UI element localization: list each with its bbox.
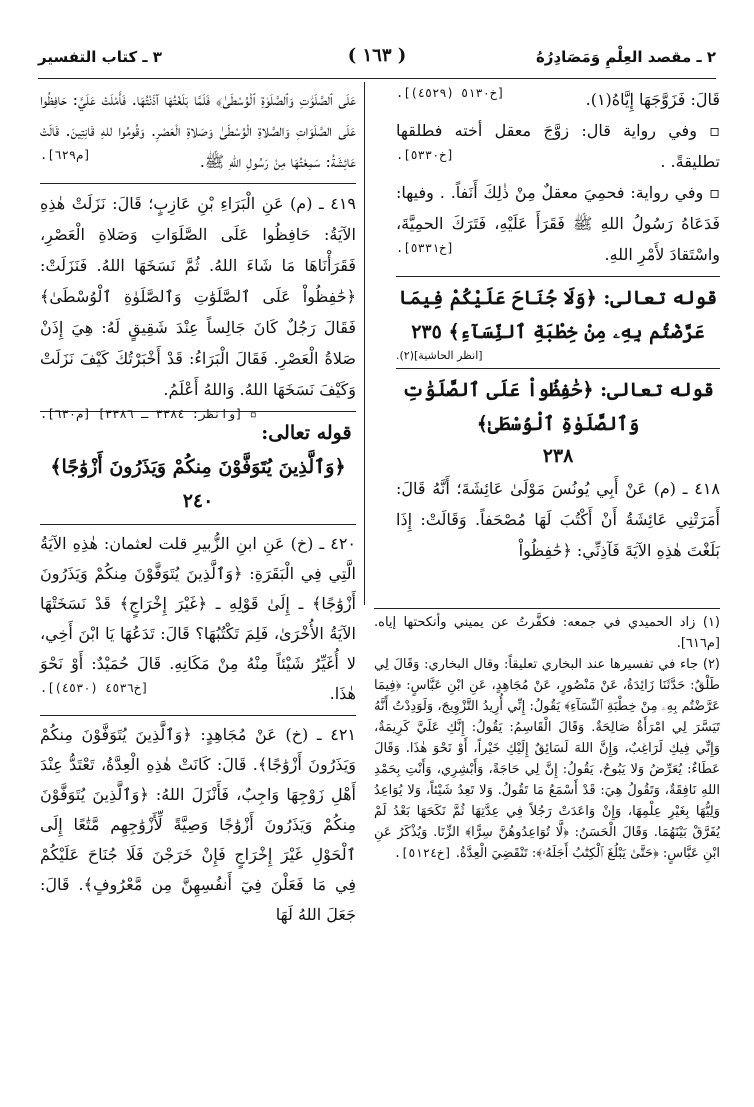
footnote-2 <box>374 654 720 864</box>
footnote-marker: (١) <box>702 615 720 630</box>
header-chapter: ٢ ـ مقصد العِلْمِ وَمَصَادِرُهُ <box>535 48 716 66</box>
reference: [م٦٢٩]. <box>40 148 91 162</box>
paragraph-text: قَالَ: فَزَوَّجَهَا إِيَّاهُ(١). <box>585 90 720 109</box>
section-divider <box>40 524 356 525</box>
section-divider <box>40 715 356 716</box>
footnote-marker: (٢) <box>702 657 720 672</box>
reference: [خ٥١٣٠ (٤٥٢٩)]. <box>396 86 505 100</box>
footnote-1 <box>374 612 720 654</box>
footnote-text: جاء في تفسيرها عند البخاري تعليقاً: وقال البخاري: وَقَالَ لِي طَلْقٌ: حَدَّثَنَا زَائِدَةُ، عَنْ مَنْصُورٍ، عَنْ مُجَاهِدٍ، عَنِ ابْنِ عَبَّاسٍ: ﴿فِيمَا عَرَّضْتُم بِهِۦ مِنْ خِطْبَةِ ٱلنِّسَآءِ﴾ يَقُولُ: إِنِّي أُرِيدُ التَّزْوِيجَ، وَلَوَدِدْتُ أَنَّهُ تَيَسَّرَ لِي امْرَأَةٌ صَالِحَةٌ. وَقَالَ الْقَاسِمُ: يَقُولُ: إِنَّكِ عَلَيَّ كَرِيمَةٌ، وَإِنِّي فِيكِ لَرَاغِبٌ، وَإِنَّ اللهَ لَسَائِقٌ إِلَيْكِ خَيْراً، أَوْ نَحْوَ هٰذَا. وَقَالَ عَطَاءٌ: يُعَرِّضُ وَلا يَبُوحُ، يَقُولُ: إِنَّ لِي حَاجَةً، وَأَبْشِرِي، وَأَنْتِ بِحَمْدِ اللهِ نَافِقَةٌ، وَتَقُولُ هِيَ: قَدْ أَسْمَعُ مَا تَقُولُ. وَلا تَعِدُ شَيْئاً، وَلا يُوَاعِدُ وَلِيُّهَا بِغَيْرِ عِلْمِهَا، وَإِنْ وَاعَدَتْ رَجُلاً فِي عِدَّتِهَا ثُمَّ نَكَحَهَا بَعْدُ لَمْ يُفَرَّقْ بَيْنَهُمَا. وَقَالَ الْحَسَنُ: ﴿لَّا تُوَاعِدُوهُنَّ سِرًّا﴾ الزِّنَا. وَيُذْكَرُ عَنِ ابْنِ عَبَّاسٍ: ﴿حَتَّىٰ يَبْلُغَ ٱلْكِتَٰبُ أَجَلَهُۥ﴾: تَنْقَضِيَ الْعِدَّةُ. <box>374 657 720 861</box>
section-divider <box>396 368 720 369</box>
section-divider <box>396 276 720 277</box>
reference: [خ٥٣٣٠]. <box>396 148 454 162</box>
narration-variant-2 <box>396 177 720 270</box>
hadith-418: ٤١٨ ـ (م) عَنْ أَبِي يُونُسَ مَوْلَىٰ عَائِشَةَ؛ أَنَّهُ قَالَ: أَمَرَتْنِي عَائِشَةُ أَنْ أَكْتُبَ لَهَا مُصْحَفاً. وَقَالَتْ: إِذَا بَلَغْتَ هٰذِهِ الآيَةَ فَآذِنِّي: ﴿حَٰفِظُواْ <box>396 479 720 560</box>
verse-number: ٢٣٨ <box>542 445 574 467</box>
section-heading-240: قوله تعالى: ﴿وَٱلَّذِينَ يُتَوَفَّوْنَ مِنكُمْ وَيَذَرُونَ أَزْوَٰجًا﴾ ٢٤٠ <box>50 422 352 512</box>
see-footnote-note: [انظر الحاشية](٢). <box>396 349 483 362</box>
hadith-420 <box>40 529 356 709</box>
hadith-419 <box>40 188 356 421</box>
reference: [خ٤٥٣٦ (٤٥٣٠)]. <box>40 681 149 695</box>
left-column <box>40 84 356 930</box>
hadith-421: ٤٢١ ـ (خ) عَنْ مُجَاهِدٍ: ﴿وَٱلَّذِينَ يُتَوَفَّوْنَ مِنكُمْ وَيَذَرُونَ أَزْوَٰجًا﴾. قَالَ: كَانَتْ هٰذِهِ الْعِدَّةُ، تَعْتَدُّ عِنْدَ أَهْلِ زَوْجِهَا وَاجِبٌ، فَأَنْزَلَ اللهُ: ﴿وَٱلَّذِينَ يُتَوَفَّوْنَ مِنكُمْ وَيَذَرُونَ أَزْوَٰجًا وَصِيَّةً لِّأَزْوَٰجِهِم مَّتَٰعًا إِلَى ٱلْحَوْلِ غَيْرَ إِخْرَاجٍ فَإِنْ خَرَجْنَ فَلَا جُنَاحَ عَلَيْكُمْ فِي مَا فَعَلْنَ فِيٓ أَنفُسِهِنَّ مِن مَّعْرُوفٍ﴾. قَالَ: جَعَلَ اللهُ لَهَا <box>40 725 356 924</box>
footnotes <box>374 612 720 864</box>
page-number: ( ١٦٣ ) <box>347 45 407 66</box>
section-divider <box>40 183 356 184</box>
paragraph-text: ▫ وفي رواية: فحمِيَ معقلٌ مِنْ ذٰلِكَ أَنَفاً. . وفيها: فَدَعَاهُ رَسُولُ اللهِ ﷺ فَقَرَأَ عَلَيْهِ، فَتَرَكَ الحمِيَّةَ، واسْتَقادَ لأَمْرِ اللهِ. <box>396 183 720 264</box>
narration-variant-1 <box>396 115 720 177</box>
hadith-continuation <box>396 84 720 115</box>
page-header <box>38 45 716 72</box>
reference: [خ٥١٢٤]. <box>393 846 452 860</box>
section-heading-238: قوله تعالى: ﴿حَٰفِظُواْ عَلَى ٱلصَّلَوَٰتِ وَٱلصَّلَوٰةِ ٱلْوُسْطَىٰ﴾ <box>402 379 714 435</box>
footnote-text: زاد الحميدي في جمعه: فكفَّرتُ عن يميني وأنكحتها إياه. [م٦١٦]. <box>374 615 720 651</box>
reference: [خ٥٣٣١]. <box>396 241 454 255</box>
footnotes-rule <box>374 608 720 609</box>
paragraph-text: ▫ وفي رواية قال: زوَّجَ معقل أخته فطلقها تطليقةً. . <box>396 121 720 171</box>
header-book-title: ٣ ـ كتاب التفسير <box>38 48 162 66</box>
section-heading-235: قوله تعالى: ﴿وَلَا جُنَاحَ عَلَيْكُمْ فِيمَا عَرَّضْتُم بِهِۦ مِنْ خِطْبَةِ ٱلنِّسَآءِ﴾ ٢٣٥ <box>398 287 718 343</box>
right-column <box>396 84 720 566</box>
paragraph-text: ٤١٩ ـ (م) عَنِ الْبَرَاءِ بْنِ عَازِبٍ؛ قَالَ: نَزَلَتْ هٰذِهِ الآيَةُ: حَافِظُوا عَلَى الصَّلَوَاتِ وَصَلاةِ الْعَصْرِ، فَقَرَأْنَاهَا مَا شَاءَ اللهُ. ثُمَّ نَسَخَهَا اللهُ. فَنَزَلَتْ: ﴿حَٰفِظُواْ عَلَى ٱلصَّلَوَٰتِ وَٱلصَّلَوٰةِ ٱلْوُسْطَىٰ﴾ فَقَالَ رَجُلٌ كَانَ جَالِساً عِنْدَ شَقِيقٍ لَهُ: هِيَ إِذَنْ صَلاةُ الْعَصْرِ. فَقَالَ الْبَرَاءُ: قَدْ أَخْبَرْتُكَ كَيْفَ نَزَلَتْ وَكَيْفَ نَسَخَهَا اللهُ. وَاللهُ أَعْلَمُ. <box>40 194 356 399</box>
paragraph-text: ٤٢٠ ـ (خ) عَنِ ابنِ الزُّبيرِ قلت لعثمان: هٰذِهِ الآيَةُ الَّتِي فِي الْبَقَرَةِ: ﴿وَٱلَّذِينَ يُتَوَفَّوْنَ مِنكُمْ وَيَذَرُونَ أَزْوَٰجًا﴾ ـ إِلَىٰ قَوْلِهِ ـ ﴿غَيْرَ إِخْرَاجٍ﴾ قَدْ نَسَخَتْهَا الآيَةُ الأُخْرَىٰ، فَلِمَ تَكْتُبُهَا؟ قَالَ: تَدَعُهَا يَا ابْنَ أَخِي، لا أُغَيِّرُ شَيْئاً مِنْهُ مِنْ مَكَانِهِ. قَالَ حُمَيْدٌ: أَوْ نَحْوَ هٰذَا. <box>40 534 356 703</box>
column-divider <box>364 82 365 605</box>
header-rule <box>38 78 716 79</box>
paragraph-text: عَلَى ٱلصَّلَوَٰتِ وَٱلصَّلَوٰةِ ٱلْوُسْطَىٰ﴾ فَلَمَّا بَلَغْتُهَا آذَنْتُهَا. فَأَمْلَتْ عَلَيَّ: حَافِظُوا عَلَى الصَّلَوَاتِ وَالصَّلاةِ الْوُسْطَىٰ وَصَلاةِ الْعَصْرِ. وَقُومُوا للهِ قَانِتِينَ. قَالَتْ عَائِشَةُ: سَمِعْتُهَا مِنْ رَسُولِ اللهِ ﷺ. <box>40 90 356 171</box>
hadith-418-continuation <box>40 84 356 177</box>
reference: ▫ [وانظر: ٣٣٨٤ ـ ٣٣٨٦] [م٦٣٠]. <box>40 407 257 421</box>
